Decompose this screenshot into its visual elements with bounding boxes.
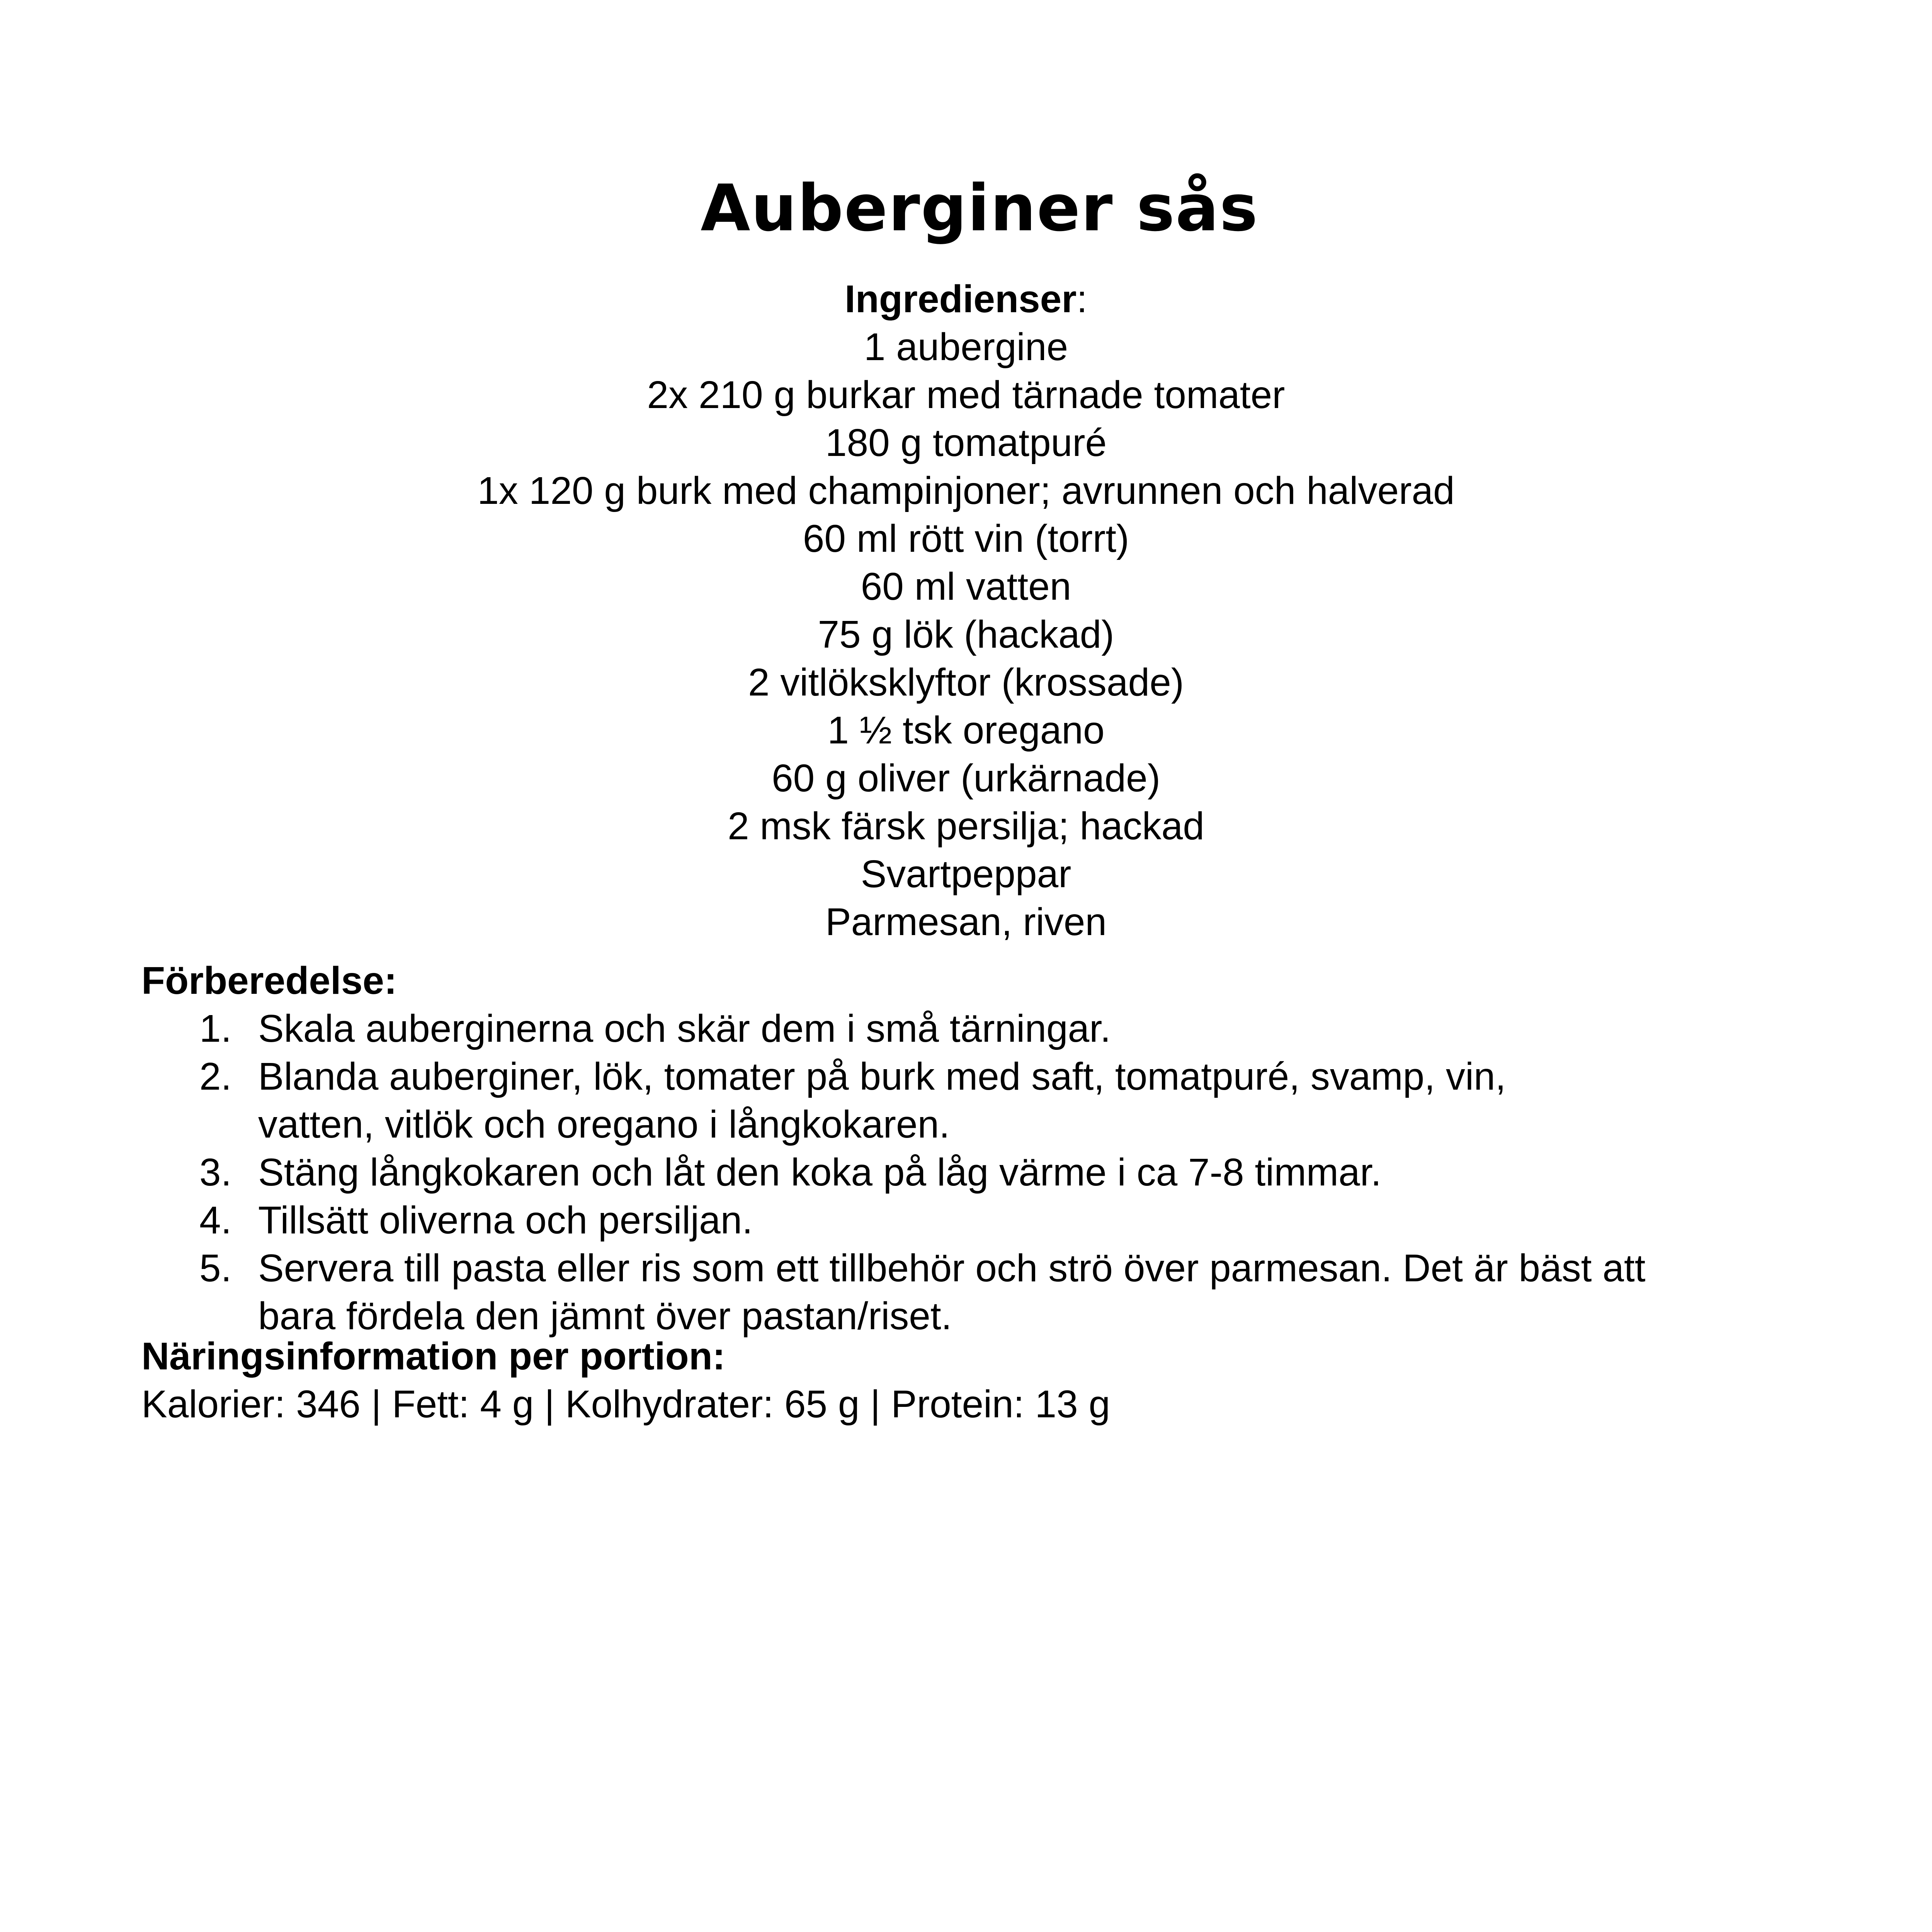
- ingredients-heading-colon: :: [1077, 277, 1087, 321]
- nutrition-info: Kalorier: 346 | Fett: 4 g | Kolhydrater: 65 g | Protein: 13 g: [141, 1383, 1111, 1426]
- ingredient-item: 180 g tomatpuré: [825, 421, 1107, 464]
- ingredient-item: 75 g lök (hackad): [818, 613, 1114, 656]
- step-number: 5.: [199, 1247, 232, 1290]
- preparation-steps: [141, 1005, 1842, 1340]
- preparation-heading: Förberedelse:: [141, 959, 397, 1002]
- step-number: 4.: [199, 1199, 232, 1242]
- ingredient-item: 2 msk färsk persilja; hackad: [728, 804, 1204, 848]
- ingredient-item: 1 ½ tsk oregano: [827, 709, 1105, 752]
- step-text: Servera till pasta eller ris som ett tillbehör och strö över parmesan. Det är bäst att: [258, 1247, 1646, 1290]
- nutrition-heading: Näringsinformation per portion:: [141, 1335, 726, 1378]
- step-number: 1.: [199, 1007, 232, 1050]
- ingredient-item: 1x 120 g burk med champinjoner; avrunnen och halverad: [477, 469, 1455, 512]
- ingredient-item: 60 g oliver (urkärnade): [771, 757, 1161, 800]
- step-text: vatten, vitlök och oregano i långkokaren.: [258, 1103, 950, 1146]
- ingredient-item: 60 ml rött vin (torrt): [803, 517, 1129, 560]
- step-text: Tillsätt oliverna och persiljan.: [258, 1199, 753, 1242]
- ingredients-heading: Ingredienser: [845, 277, 1077, 321]
- ingredient-item: 1 aubergine: [864, 325, 1068, 369]
- ingredient-item: Svartpeppar: [861, 852, 1071, 896]
- ingredients-section: [0, 275, 1932, 946]
- step-item: [141, 1005, 1842, 1053]
- recipe-title: Auberginer sås: [701, 171, 1259, 246]
- step-number: 2.: [199, 1055, 232, 1098]
- ingredient-item: Parmesan, riven: [825, 900, 1107, 944]
- step-item: [141, 1244, 1842, 1340]
- step-text: Blanda auberginer, lök, tomater på burk med saft, tomatpuré, svamp, vin,: [258, 1055, 1506, 1098]
- ingredient-item: 60 ml vatten: [861, 565, 1071, 608]
- step-item: [141, 1196, 1842, 1244]
- step-number: 3.: [199, 1151, 232, 1194]
- ingredients-heading-line: [0, 275, 1932, 323]
- step-text: Skala auberginerna och skär dem i små tärningar.: [258, 1007, 1111, 1050]
- ingredient-item: 2 vitlöksklyftor (krossade): [748, 661, 1184, 704]
- step-text: bara fördela den jämnt över pastan/riset.: [258, 1294, 952, 1338]
- step-item: [141, 1053, 1842, 1148]
- ingredient-item: 2x 210 g burkar med tärnade tomater: [647, 373, 1285, 417]
- step-text: Stäng långkokaren och låt den koka på låg värme i ca 7-8 timmar.: [258, 1151, 1382, 1194]
- step-item: [141, 1148, 1842, 1196]
